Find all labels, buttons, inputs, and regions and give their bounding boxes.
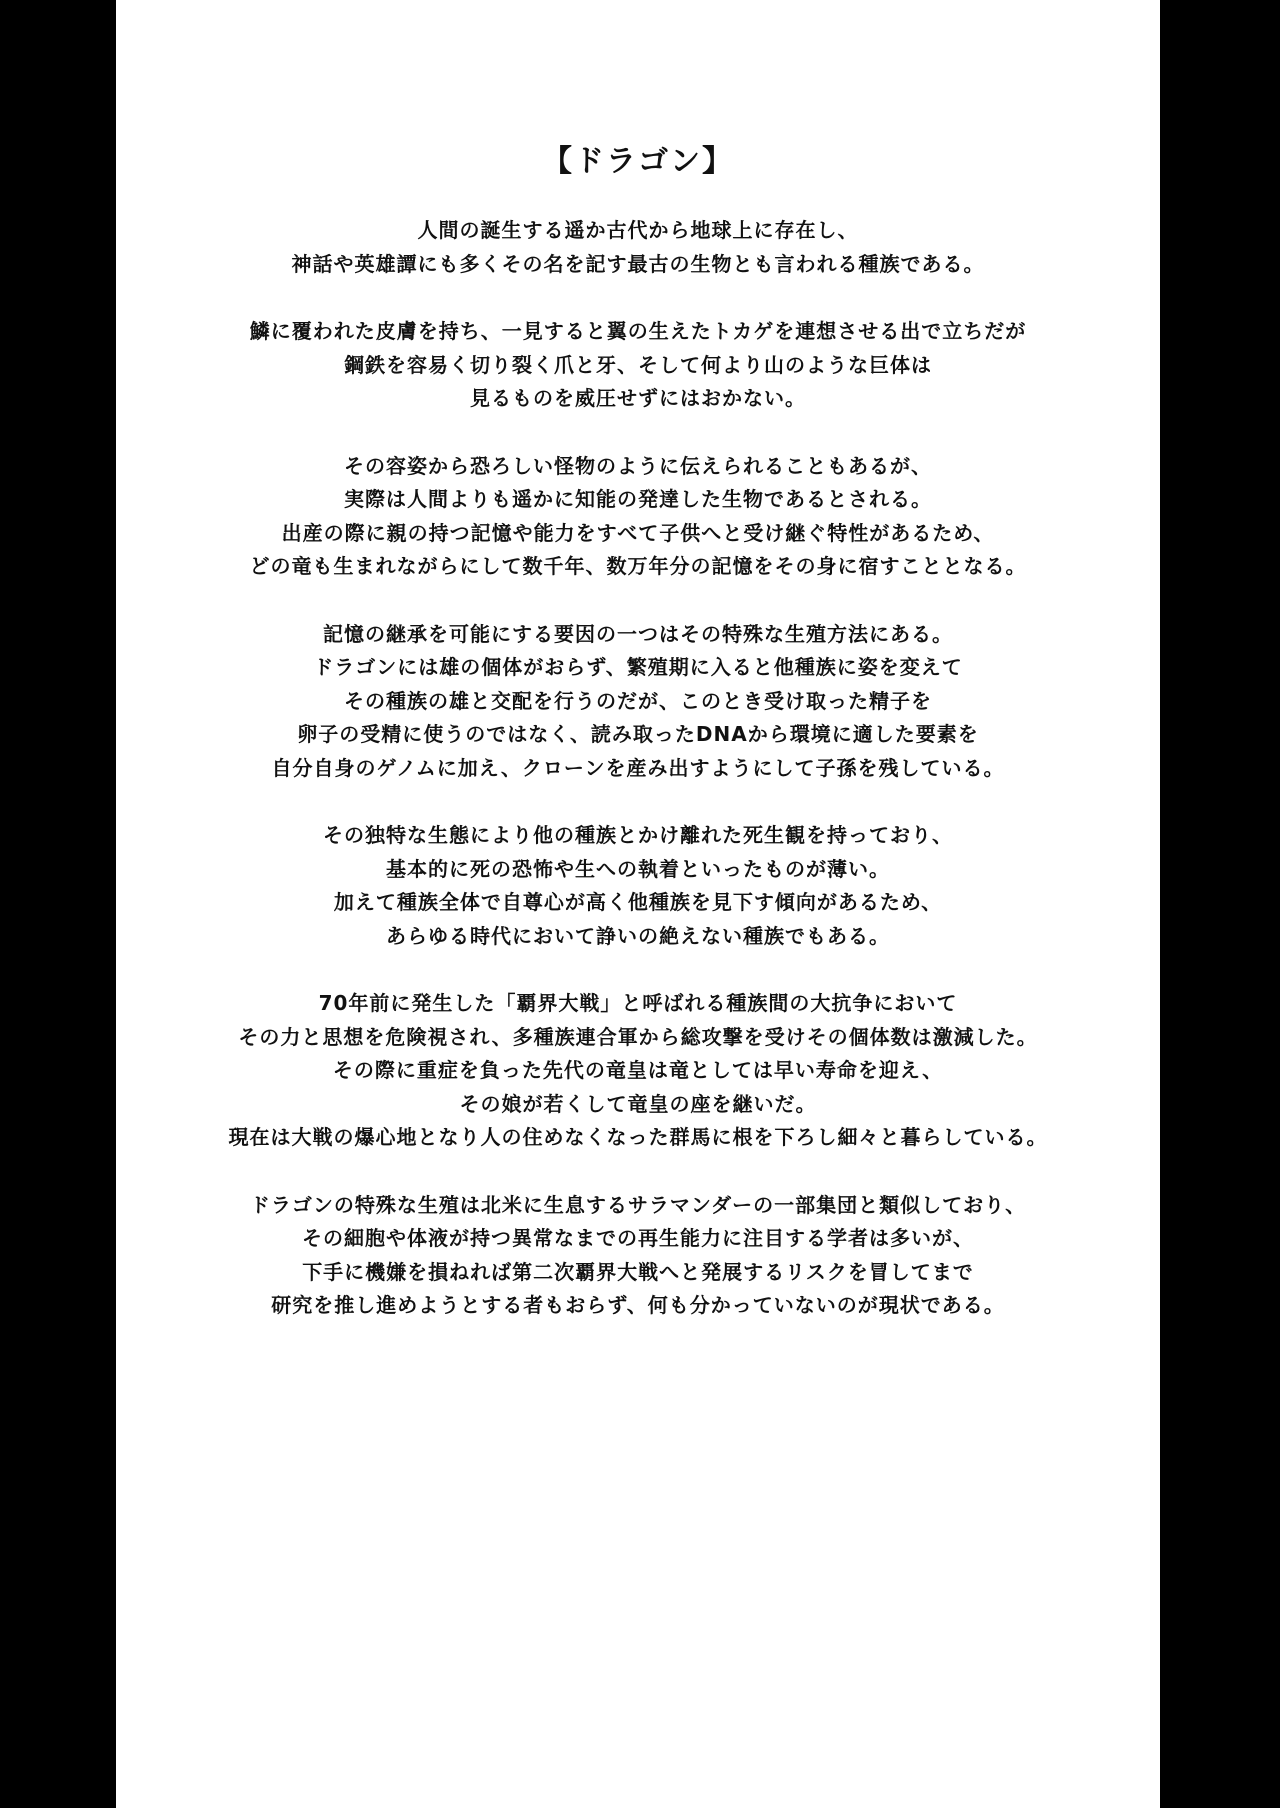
text-line: その種族の雄と交配を行うのだが、このとき受け取った精子を bbox=[344, 688, 932, 713]
text-line: 記憶の継承を可能にする要因の一つはその特殊な生殖方法にある。 bbox=[323, 621, 953, 646]
text-line: 現在は大戦の爆心地となり人の住めなくなった群馬に根を下ろし細々と暮らしている。 bbox=[228, 1125, 1048, 1149]
paragraph bbox=[116, 987, 1160, 1155]
paragraph bbox=[116, 819, 1160, 953]
text-line: ドラゴンの特殊な生殖は北米に生息するサラマンダーの一部集団と類似しており、 bbox=[249, 1192, 1027, 1217]
paragraph bbox=[116, 618, 1160, 786]
text-line: あらゆる時代において諍いの絶えない種族でもある。 bbox=[386, 923, 890, 948]
text-line: 下手に機嫌を損ねれば第二次覇界大戦へと発展するリスクを冒してまで bbox=[302, 1259, 974, 1284]
text-line: どの竜も生まれながらにして数千年、数万年分の記憶をその身に宿すこととなる。 bbox=[249, 554, 1027, 578]
paragraph bbox=[116, 315, 1160, 416]
body-text bbox=[116, 214, 1160, 1357]
text-line: 実際は人間よりも遥かに知能の発達した生物であるとされる。 bbox=[344, 487, 932, 511]
document-page bbox=[116, 0, 1160, 1808]
paragraph bbox=[116, 1189, 1160, 1323]
text-line: その細胞や体液が持つ異常なまでの再生能力に注目する学者は多いが、 bbox=[302, 1226, 974, 1250]
paragraph bbox=[116, 214, 1160, 281]
text-line: 見るものを威圧せずにはおかない。 bbox=[470, 386, 806, 410]
text-line: その際に重症を負った先代の竜皇は竜としては早い寿命を迎え、 bbox=[332, 1058, 944, 1082]
text-line: 自分自身のゲノムに加え、クローンを産み出すようにして子孫を残している。 bbox=[271, 755, 1005, 780]
text-line: ドラゴンには雄の個体がおらず、繁殖期に入ると他種族に姿を変えて bbox=[313, 655, 963, 679]
text-line: 鱗に覆われた皮膚を持ち、一見すると翼の生えたトカゲを連想させる出で立ちだが bbox=[249, 319, 1027, 343]
text-line: その独特な生態により他の種族とかけ離れた死生観を持っており、 bbox=[323, 823, 953, 847]
text-line: 鋼鉄を容易く切り裂く爪と牙、そして何より山のような巨体は bbox=[344, 352, 932, 377]
text-line: 研究を推し進めようとする者もおらず、何も分かっていないのが現状である。 bbox=[271, 1293, 1005, 1317]
text-line: 加えて種族全体で自尊心が高く他種族を見下す傾向があるため、 bbox=[333, 890, 943, 914]
text-line: 神話や英雄譚にも多くその名を記す最古の生物とも言われる種族である。 bbox=[291, 251, 985, 276]
text-line: その娘が若くして竜皇の座を継いだ。 bbox=[459, 1091, 817, 1116]
page-title: 【ドラゴン】 bbox=[542, 144, 734, 179]
text-line: 基本的に死の恐怖や生への執着といったものが薄い。 bbox=[386, 856, 890, 881]
text-line: 出産の際に親の持つ記憶や能力をすべて子供へと受け継ぐ特性があるため、 bbox=[281, 520, 995, 545]
text-line: その容姿から恐ろしい怪物のように伝えられることもあるが、 bbox=[344, 453, 932, 478]
paragraph bbox=[116, 450, 1160, 584]
text-line: 卵子の受精に使うのではなく、読み取ったDNAから環境に適した要素を bbox=[297, 722, 979, 746]
text-line: 人間の誕生する遥か古代から地球上に存在し、 bbox=[417, 218, 859, 242]
text-line: 70年前に発生した「覇界大戦」と呼ばれる種族間の大抗争において bbox=[318, 991, 958, 1015]
text-line: その力と思想を危険視され、多種族連合軍から総攻撃を受けその個体数は激減した。 bbox=[238, 1024, 1038, 1049]
